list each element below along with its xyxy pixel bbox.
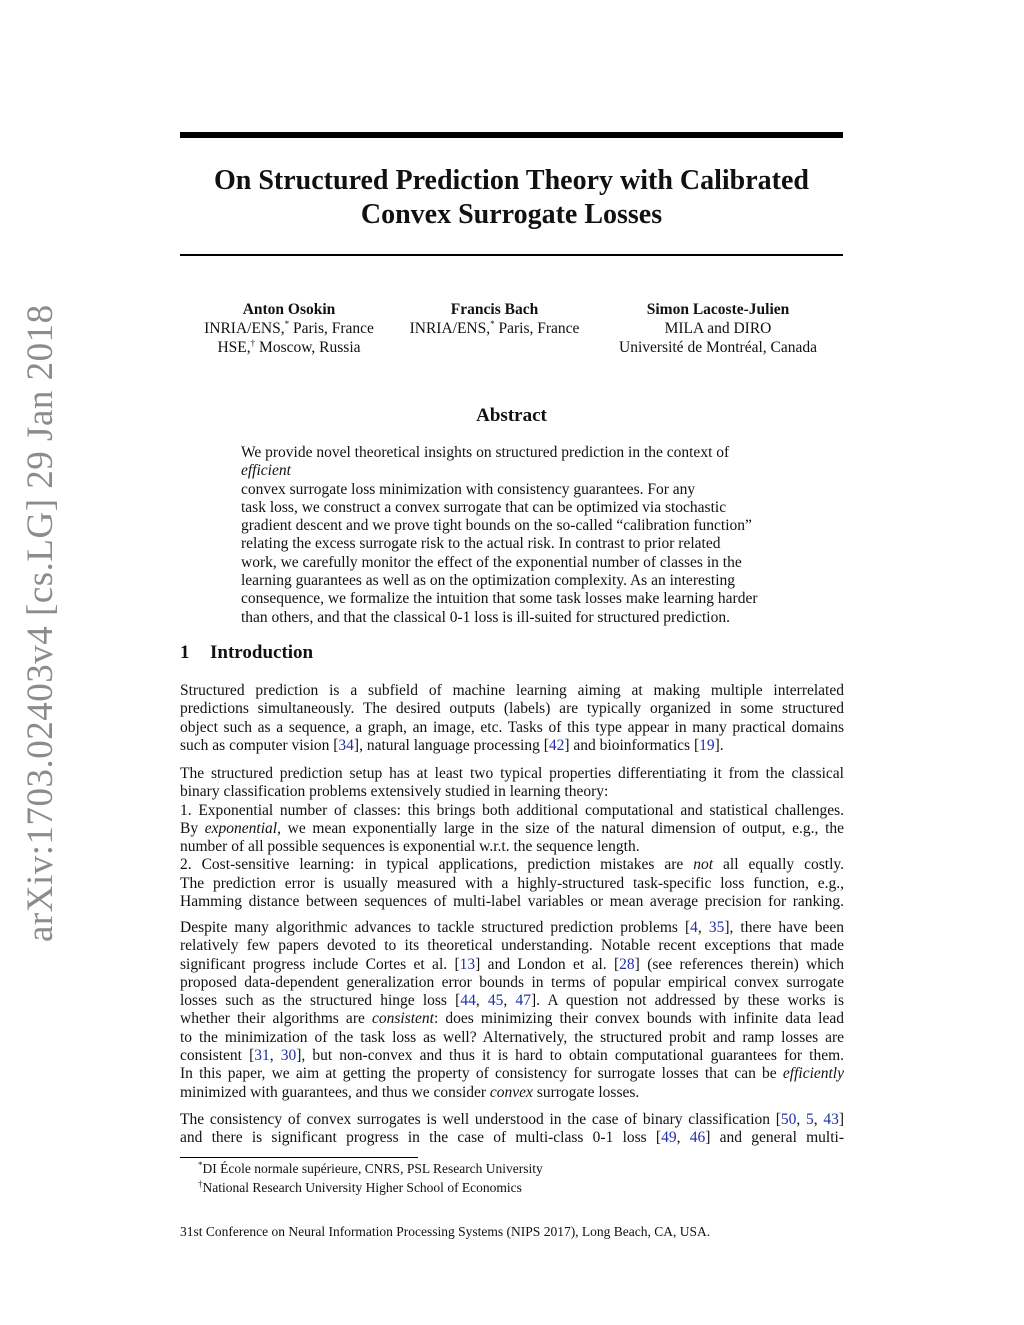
text-line: such as computer vision [34], natural language processing [42] and bioinformatics [19].: [180, 736, 724, 754]
text-line: object such as a sequence, a graph, an image, etc. Tasks of this type appear in many practical domains: [180, 718, 844, 736]
section-heading-introduction: [180, 641, 313, 665]
author-name: Simon Lacoste-Julien: [646, 301, 790, 318]
title-line-2: Convex Surrogate Losses: [360, 199, 663, 230]
author-block-bach: [398, 300, 591, 338]
title-line-1: On Structured Prediction Theory with Calibrated: [214, 165, 809, 196]
citation-link[interactable]: 13: [459, 955, 476, 973]
abstract-line: than others, and that the classical 0-1 loss is ill-suited for structured prediction.: [241, 608, 730, 626]
citation-link[interactable]: 35: [708, 919, 725, 936]
abstract-line: gradient descent and we prove tight bounds on the so-called “calibration function”: [241, 517, 752, 535]
arxiv-identifier-stamp: arXiv:1703.02403v4 [cs.LG] 29 Jan 2018: [20, 304, 61, 942]
footnote-rule: [180, 1157, 418, 1158]
abstract-body: [241, 444, 785, 627]
citation-link[interactable]: 47: [515, 992, 531, 1010]
text-line: Despite many algorithmic advances to tackle structured prediction problems [4, 35], there have been: [180, 919, 844, 936]
footnote-2: †National Research University Higher School of Economics: [198, 1179, 522, 1195]
paper-title: [180, 164, 843, 232]
text-line: By exponential, we mean exponentially large in the size of the natural dimension of output, e.g., the: [180, 819, 845, 837]
citation-link[interactable]: 45: [487, 992, 504, 1010]
abstract-line: consequence, we formalize the intuition that some task losses make learning harder: [241, 590, 758, 608]
section-number: 1: [180, 642, 190, 663]
author-affiliation: Université de Montréal, Canada: [619, 339, 817, 356]
text-line: and there is significant progress in the case of multi-class 0-1 loss [49, 46] and general multi-: [180, 1129, 844, 1147]
text-line: to the minimization of the task loss as well? Alternatively, the structured probit and ramp losses are: [180, 1028, 844, 1046]
text-line: predictions simultaneously. The desired outputs (labels) are typically organized in some structured: [180, 700, 844, 718]
citation-link[interactable]: 50: [780, 1111, 797, 1128]
title-top-rule: [180, 132, 843, 138]
text-line: In this paper, we aim at getting the property of consistency for surrogate losses that can be efficiently: [180, 1065, 844, 1083]
section-title: Introduction: [210, 642, 314, 663]
author-name: Anton Osokin: [242, 301, 336, 318]
conference-venue-note: 31st Conference on Neural Information Processing Systems (NIPS 2017), Long Beach, CA, USA.: [180, 1224, 711, 1239]
text-line: consistent [31, 30], but non-convex and thus it is hard to obtain computational guarantees for them.: [180, 1047, 845, 1065]
abstract-line: We provide novel theoretical insights on structured prediction in the context of: [241, 444, 730, 461]
citation-link[interactable]: 44: [460, 992, 476, 1010]
text-line: The structured prediction setup has at least two typical properties differentiating it from the classical: [180, 765, 844, 782]
author-block-lacoste-julien: [593, 300, 843, 357]
author-block-osokin: [180, 300, 398, 357]
text-line: relatively few papers devoted to its theoretical understanding. Notable recent exceptions that made: [180, 937, 844, 955]
text-line: minimized with guarantees, and thus we consider convex surrogate losses.: [180, 1083, 640, 1101]
abstract-heading: Abstract: [476, 405, 547, 426]
text-line: binary classification problems extensively studied in learning theory:: [180, 783, 609, 801]
citation-link[interactable]: 30: [280, 1047, 297, 1065]
text-line: whether their algorithms are consistent: does minimizing their convex bounds with infinite data lead: [180, 1010, 844, 1028]
citation-link[interactable]: 28: [619, 955, 635, 973]
abstract-line: learning guarantees as well as on the optimization complexity. As an interesting: [241, 572, 736, 590]
intro-paragraph-3: [180, 919, 844, 1102]
author-affiliation: HSE,† Moscow, Russia: [217, 338, 361, 356]
citation-link[interactable]: 42: [548, 736, 565, 754]
citation-link[interactable]: 5: [806, 1111, 814, 1128]
author-affiliation: MILA and DIRO: [664, 320, 772, 337]
text-line: Hamming distance between sequences of multi-label variables or mean average precision for ranking.: [180, 893, 844, 911]
citation-link[interactable]: 19: [699, 736, 715, 754]
citation-link[interactable]: 46: [689, 1129, 706, 1147]
abstract-line: relating the excess surrogate risk to the actual risk. In contrast to prior related: [241, 535, 721, 553]
text-line: proposed data-dependent generalization error bounds in terms of popular empirical convex surrogate: [180, 973, 844, 991]
text-line: The prediction error is usually measured with a highly-structured task-specific loss function, e.g.,: [180, 874, 844, 892]
citation-link[interactable]: 31: [254, 1047, 270, 1065]
abstract-line: work, we carefully monitor the effect of the exponential number of classes in the: [241, 553, 742, 571]
intro-paragraph-2: [180, 765, 844, 911]
author-name: Francis Bach: [450, 301, 539, 318]
intro-paragraph-4: [180, 1111, 844, 1148]
text-line: 1. Exponential number of classes: this brings both additional computational and statistical challenges.: [180, 801, 844, 819]
citation-link[interactable]: 4: [690, 919, 698, 936]
citation-link[interactable]: 34: [338, 736, 354, 754]
title-bottom-rule: [180, 254, 843, 256]
text-line: significant progress include Cortes et al. [13] and London et al. [28] (see references therein) which: [180, 955, 844, 973]
text-line: Structured prediction is a subfield of machine learning aiming at making multiple interrelated: [180, 682, 844, 699]
abstract-line: efficient convex surrogate loss minimization with consistency guarantees. For any: [241, 462, 696, 498]
footnote-1: *DI École normale supérieure, CNRS, PSL Research University: [198, 1160, 543, 1176]
citation-link[interactable]: 43: [823, 1111, 839, 1128]
text-line: The consistency of convex surrogates is well understood in the case of binary classification [50, 5, 43]: [180, 1111, 845, 1128]
text-line: 2. Cost-sensitive learning: in typical applications, prediction mistakes are not all equally costly.: [180, 856, 844, 874]
author-affiliation: INRIA/ENS,* Paris, France: [204, 319, 374, 337]
text-line: losses such as the structured hinge loss [44, 45, 47]. A question not addressed by these works is: [180, 992, 845, 1010]
citation-link[interactable]: 49: [661, 1129, 677, 1147]
intro-paragraph-1: [180, 682, 844, 755]
text-line: number of all possible sequences is exponential w.r.t. the sequence length.: [180, 838, 640, 856]
abstract-line: task loss, we construct a convex surrogate that can be optimized via stochastic: [241, 498, 727, 516]
author-affiliation: INRIA/ENS,* Paris, France: [409, 319, 580, 337]
